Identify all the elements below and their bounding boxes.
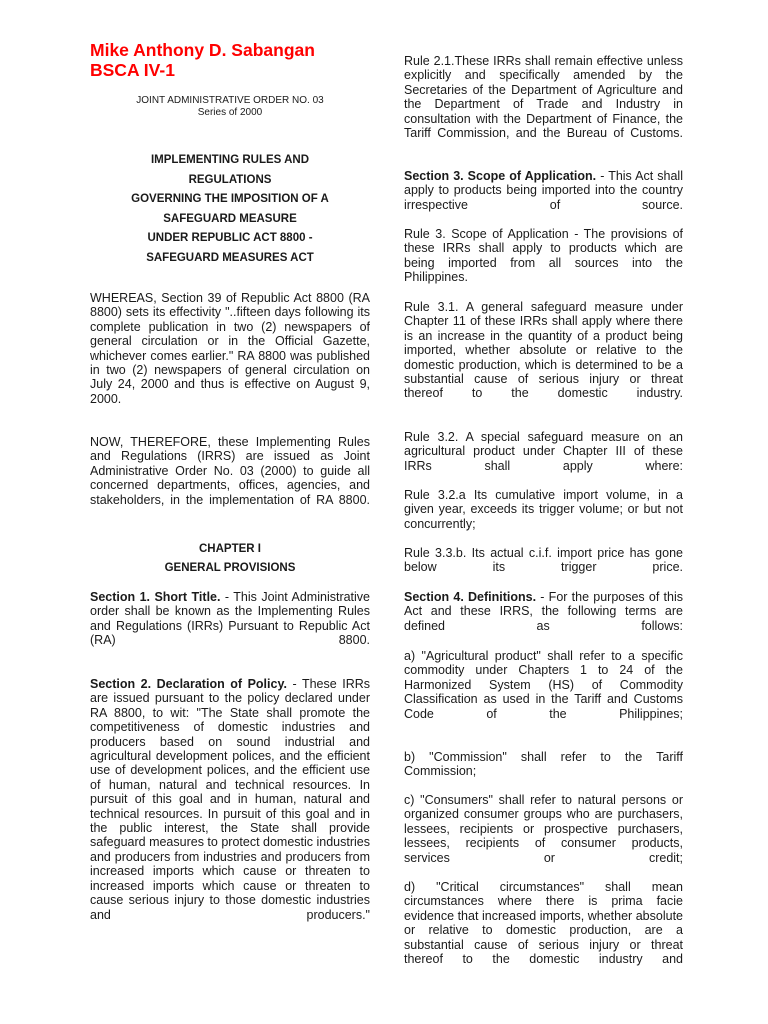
chapter-title: GENERAL PROVISIONS — [164, 562, 296, 574]
title-line: SAFEGUARD MEASURES ACT — [146, 251, 314, 264]
rule-2-1-paragraph: Rule 2.1.These IRRs shall remain effective unless explicitly and specifically amended by the Secretaries of the Department of Agriculture and the Department of Trade and Industry in consultation with the Department of Finance, the Tariff Commission, and the Bureau of Customs. — [404, 54, 683, 141]
author-course: BSCA IV-1 — [90, 60, 175, 80]
author-block — [90, 40, 315, 80]
section-4-label: Section 4. Definitions. — [404, 590, 537, 604]
section-1-text: - This Joint Administrative order shall be known as the Implementing Rules and Regulations (IRRs) Pursuant to Republic Act (RA) 8800. — [90, 590, 371, 648]
whereas-paragraph: WHEREAS, Section 39 of Republic Act 8800 (RA 8800) sets its effectivity "..fifteen days following its complete publication in two (2) newspapers of general circulation or in the Official Gazette, whichever comes earlier." RA 8800 was published in two (2) newspapers of general circulation on July 24, 2000 and thus is effective on August 9, 2000. — [90, 291, 370, 406]
chapter-number: CHAPTER I — [199, 543, 261, 555]
title-line: SAFEGUARD MEASURE — [163, 212, 297, 225]
definition-d: d) "Critical circumstances" shall mean circumstances where there is prima facie evidence that increased imports, whether absolute or relative to domestic production, are a substantial cause of serious injury or threat thereof to the domestic industry and — [404, 880, 683, 967]
rule-3-1-paragraph: Rule 3.1. A general safeguard measure under Chapter 11 of these IRRs shall apply where there is an increase in the quantity of a product being imported, whether absolute or relative to the domestic production, which is determined to be a substantial cause of serious injury or threat thereof to the domestic industry. — [404, 300, 683, 401]
title-line: UNDER REPUBLIC ACT 8800 - — [147, 232, 313, 244]
definition-a: a) "Agricultural product" shall refer to a specific commodity under Chapters 1 to 24 of the Harmonized System (HS) of Commodity Classification as used in the Tariff and Customs Code of the Philippines; — [404, 649, 683, 721]
section-2-label: Section 2. Declaration of Policy. — [90, 677, 287, 691]
section-1-paragraph — [90, 590, 370, 648]
section-2-paragraph — [90, 677, 370, 922]
title-line: GOVERNING THE IMPOSITION OF A — [131, 193, 329, 205]
definition-b: b) "Commission" shall refer to the Tariff Commission; — [404, 750, 683, 779]
section-4-text: - For the purposes of this Act and these IRRS, the following terms are defined as follows: — [404, 590, 683, 633]
section-2-text: - These IRRs are issued pursuant to the policy declared under RA 8800, to wit: "The State shall promote the competitiveness of domestic industries and producers based on sound industrial and agricultural development polices, and the efficient use of development polices, and the efficient use of human, natural and technical resources. In pursuit of this goal and in human, natural and technical resources. In pursuit of this goal and in the public interest, the State shall provide safeguard measures to protect domestic industries and producers from industries and producers from increased imports which cause or threaten to increased imports which cause or threaten to cause serious injury to those domestic industries and producers." — [90, 677, 371, 922]
order-series: Series of 2000 — [197, 107, 263, 118]
rule-3-2a-paragraph: Rule 3.2.a Its cumulative import volume, in a given year, exceeds its trigger volume; or but not concurrently; — [404, 488, 683, 531]
author-name: Mike Anthony D. Sabangan — [90, 40, 315, 60]
section-3-label: Section 3. Scope of Application. — [404, 169, 597, 183]
title-line: REGULATIONS — [188, 173, 272, 186]
rule-3-2-paragraph: Rule 3.2. A special safeguard measure on an agricultural product under Chapter III of these IRRs shall apply where: — [404, 430, 683, 473]
section-4-paragraph — [404, 590, 683, 633]
rule-3-3b-paragraph: Rule 3.3.b. Its actual c.i.f. import price has gone below its trigger price. — [404, 546, 683, 575]
document-title — [90, 151, 370, 268]
now-therefore-paragraph: NOW, THEREFORE, these Implementing Rules and Regulations (IRRS) are issued as Joint Administrative Order No. 03 (2000) to guide all concerned departments, offices, agencies, and stakeholders, in the implementation of RA 8800. — [90, 435, 370, 507]
section-3-paragraph — [404, 169, 683, 212]
chapter-heading — [90, 540, 370, 578]
section-1-label: Section 1. Short Title. — [90, 590, 221, 604]
order-heading — [90, 95, 370, 119]
section-3-text: - This Act shall apply to products being imported into the country irrespective of source. — [404, 169, 683, 212]
title-line: IMPLEMENTING RULES AND — [150, 154, 310, 166]
order-number: JOINT ADMINISTRATIVE ORDER NO. 03 — [136, 95, 324, 106]
rule-3-paragraph: Rule 3. Scope of Application - The provisions of these IRRs shall apply to products which are being imported from all sources into the Philippines. — [404, 227, 683, 285]
definition-c: c) "Consumers" shall refer to natural persons or organized consumer groups who are purchasers, lessees, recipients or prospective purchasers, lessees, recipients of consumer products, services or credit; — [404, 793, 683, 865]
